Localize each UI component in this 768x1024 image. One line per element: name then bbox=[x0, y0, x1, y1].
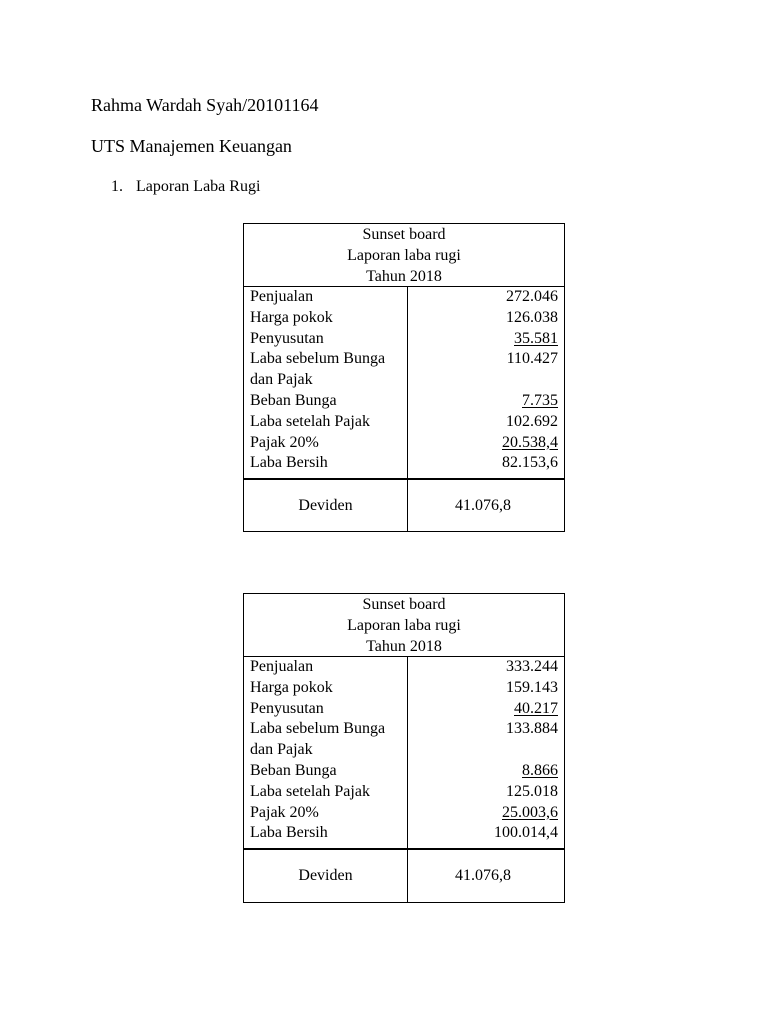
dividend-row bbox=[244, 850, 564, 902]
value-column bbox=[408, 657, 564, 848]
row-value: 126.038 bbox=[506, 308, 558, 326]
row-label: Laba Bersih bbox=[250, 454, 328, 472]
row-label: Penjualan bbox=[250, 658, 314, 675]
list-number: 1. bbox=[111, 178, 123, 195]
row-label: Laba sebelum Bunga bbox=[250, 350, 386, 368]
list-title: Laporan Laba Rugi bbox=[136, 178, 261, 195]
row-label: Laba setelah Pajak bbox=[250, 782, 370, 800]
row-label: Penyusutan bbox=[250, 329, 324, 347]
list-item bbox=[111, 177, 260, 197]
subject-line: UTS Manajemen Keuangan bbox=[91, 136, 292, 156]
row-value: 272.046 bbox=[506, 288, 558, 305]
table-body bbox=[244, 657, 564, 850]
row-label: dan Pajak bbox=[250, 741, 313, 759]
row-label: Laba Bersih bbox=[250, 824, 328, 842]
row-label: Penjualan bbox=[250, 288, 314, 305]
table-header bbox=[244, 594, 564, 657]
dividend-label: Deviden bbox=[244, 480, 408, 531]
statement-title: Laporan laba rugi bbox=[347, 616, 461, 634]
row-value: 100.014,4 bbox=[494, 824, 558, 842]
row-label: dan Pajak bbox=[250, 371, 313, 389]
statement-year: Tahun 2018 bbox=[366, 267, 442, 285]
row-value: 110.427 bbox=[506, 350, 558, 368]
income-statement-table-2 bbox=[243, 593, 565, 903]
row-value: 102.692 bbox=[506, 412, 558, 430]
row-value: 25.003,6 bbox=[502, 803, 558, 821]
row-value: 133.884 bbox=[506, 720, 558, 738]
row-label: Laba setelah Pajak bbox=[250, 412, 370, 430]
row-label: Penyusutan bbox=[250, 699, 324, 717]
table-header bbox=[244, 224, 564, 287]
row-value: 35.581 bbox=[514, 329, 558, 347]
row-value: 8.866 bbox=[522, 761, 558, 779]
row-value: 40.217 bbox=[514, 699, 558, 717]
value-column bbox=[408, 287, 564, 478]
row-value bbox=[408, 740, 558, 761]
row-label: Beban Bunga bbox=[250, 391, 337, 409]
dividend-label: Deviden bbox=[244, 850, 408, 902]
row-label: Pajak 20% bbox=[250, 803, 319, 821]
row-label: Harga pokok bbox=[250, 678, 333, 696]
row-value bbox=[408, 370, 558, 391]
dividend-value: 41.076,8 bbox=[455, 497, 511, 514]
label-column bbox=[244, 657, 408, 848]
row-value: 20.538,4 bbox=[502, 433, 558, 451]
row-value: 125.018 bbox=[506, 782, 558, 800]
row-value: 159.143 bbox=[506, 678, 558, 696]
row-label: Beban Bunga bbox=[250, 761, 337, 779]
row-label: Pajak 20% bbox=[250, 433, 319, 451]
statement-year: Tahun 2018 bbox=[366, 637, 442, 655]
income-statement-table-1 bbox=[243, 223, 565, 532]
author-line: Rahma Wardah Syah/20101164 bbox=[91, 95, 319, 115]
company-name: Sunset board bbox=[362, 596, 446, 613]
row-value: 7.735 bbox=[522, 391, 558, 409]
row-label: Harga pokok bbox=[250, 308, 333, 326]
row-value: 333.244 bbox=[506, 658, 558, 675]
dividend-value: 41.076,8 bbox=[455, 867, 511, 884]
statement-title: Laporan laba rugi bbox=[347, 246, 461, 264]
dividend-row bbox=[244, 480, 564, 531]
label-column bbox=[244, 287, 408, 478]
company-name: Sunset board bbox=[362, 226, 446, 243]
row-label: Laba sebelum Bunga bbox=[250, 720, 386, 738]
row-value: 82.153,6 bbox=[502, 454, 558, 472]
table-body bbox=[244, 287, 564, 480]
